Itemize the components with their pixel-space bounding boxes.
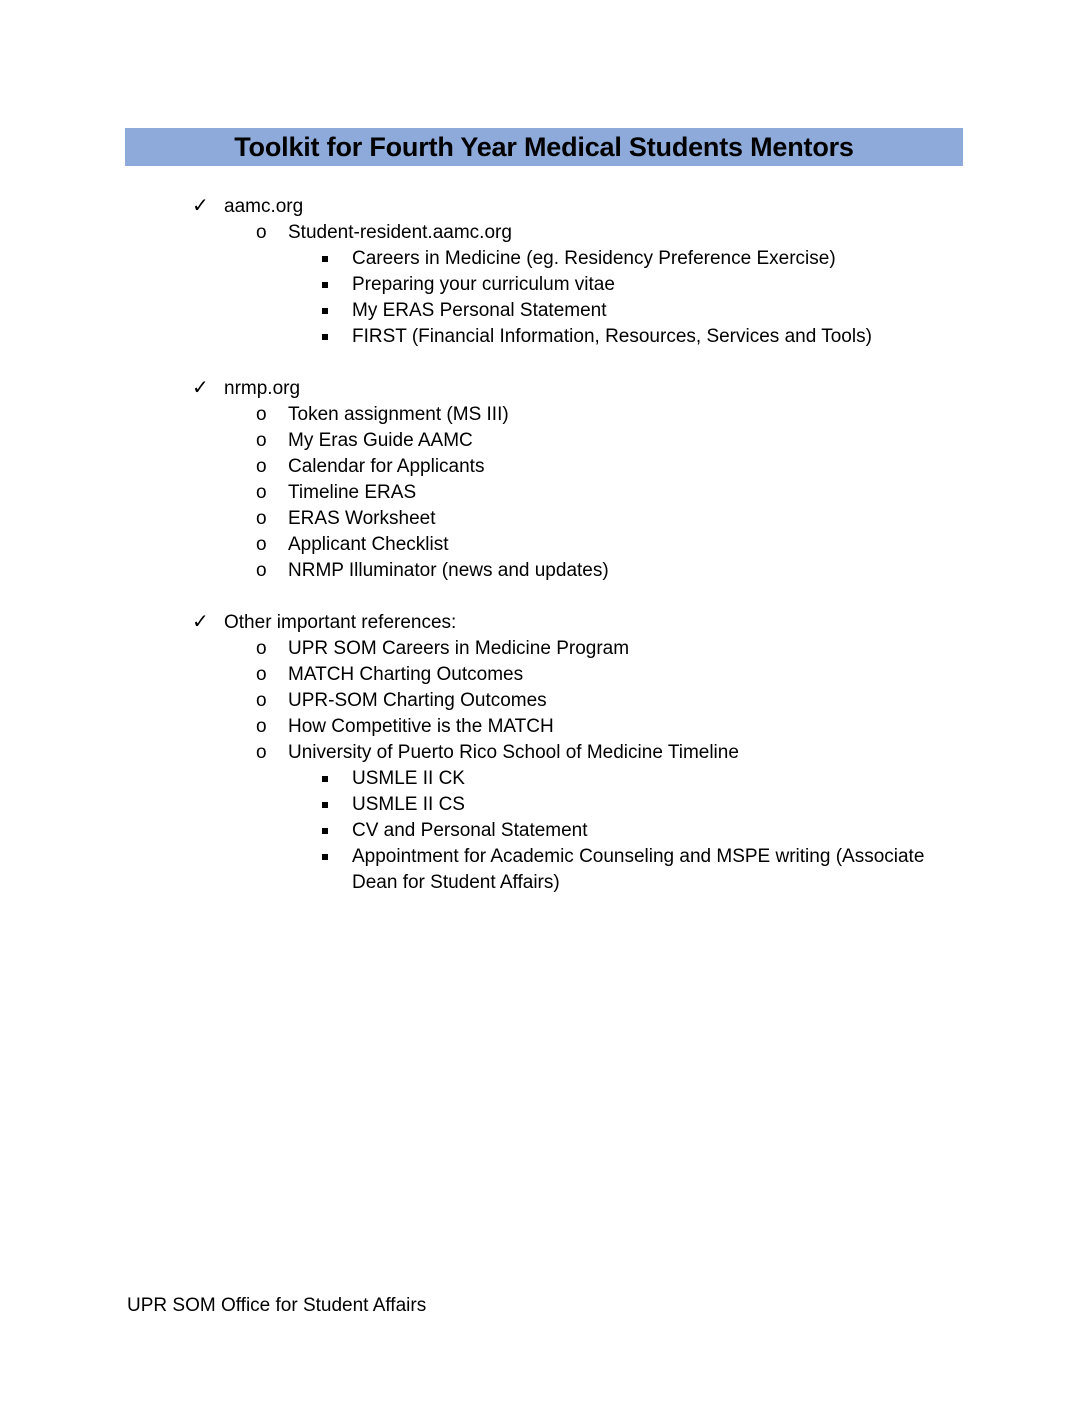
list-item: Timeline ERAS — [288, 482, 417, 503]
list-item: How Competitive is the MATCH — [288, 716, 554, 737]
list-item: Token assignment (MS III) — [288, 404, 509, 425]
circle-bullet-icon: o — [256, 508, 267, 529]
list-item: ERAS Worksheet — [288, 508, 436, 529]
square-bullet-icon — [322, 854, 328, 860]
circle-bullet-icon: o — [256, 716, 267, 737]
list-item: My Eras Guide AAMC — [288, 430, 473, 451]
square-bullet-icon — [322, 282, 328, 288]
page-title: Toolkit for Fourth Year Medical Students Mentors — [234, 131, 854, 162]
list-item: NRMP Illuminator (news and updates) — [288, 560, 609, 581]
section-label-aamc: aamc.org — [224, 196, 304, 217]
circle-bullet-icon: o — [256, 638, 267, 659]
title-banner — [125, 128, 963, 166]
list-item: UPR-SOM Charting Outcomes — [288, 690, 547, 711]
checkmark-icon: ✓ — [192, 611, 209, 633]
page-footer: UPR SOM Office for Student Affairs — [127, 1295, 427, 1316]
circle-bullet-icon: o — [256, 534, 267, 555]
circle-bullet-icon: o — [256, 690, 267, 711]
circle-bullet-icon: o — [256, 664, 267, 685]
list-subitem: Preparing your curriculum vitae — [352, 274, 615, 295]
square-bullet-icon — [322, 802, 328, 808]
circle-bullet-icon: o — [256, 560, 267, 581]
square-bullet-icon — [322, 256, 328, 262]
list-item: MATCH Charting Outcomes — [288, 664, 524, 685]
section-label-nrmp: nrmp.org — [224, 378, 301, 399]
checkmark-icon: ✓ — [192, 377, 209, 399]
list-subitem: My ERAS Personal Statement — [352, 300, 607, 321]
square-bullet-icon — [322, 334, 328, 340]
list-item: Student-resident.aamc.org — [288, 222, 512, 243]
square-bullet-icon — [322, 828, 328, 834]
circle-bullet-icon: o — [256, 742, 267, 763]
circle-bullet-icon: o — [256, 456, 267, 477]
list-subitem: Appointment for Academic Counseling and MSPE writing (Associate — [352, 846, 925, 867]
section-label-other-references: Other important references: — [224, 612, 457, 633]
list-item: University of Puerto Rico School of Medicine Timeline — [288, 742, 739, 763]
circle-bullet-icon: o — [256, 404, 267, 425]
list-item: UPR SOM Careers in Medicine Program — [288, 638, 630, 659]
list-subitem: CV and Personal Statement — [352, 820, 588, 841]
circle-bullet-icon: o — [256, 482, 267, 503]
circle-bullet-icon: o — [256, 430, 267, 451]
list-item: Calendar for Applicants — [288, 456, 485, 477]
square-bullet-icon — [322, 776, 328, 782]
list-subitem: USMLE II CK — [352, 768, 465, 789]
circle-bullet-icon: o — [256, 222, 267, 243]
list-subitem: FIRST (Financial Information, Resources, Services and Tools) — [352, 326, 872, 347]
list-subitem-continuation: Dean for Student Affairs) — [352, 872, 560, 893]
checkmark-icon: ✓ — [192, 195, 209, 217]
list-item: Applicant Checklist — [288, 534, 449, 555]
square-bullet-icon — [322, 308, 328, 314]
list-subitem: USMLE II CS — [352, 794, 465, 815]
list-subitem: Careers in Medicine (eg. Residency Preference Exercise) — [352, 248, 836, 269]
